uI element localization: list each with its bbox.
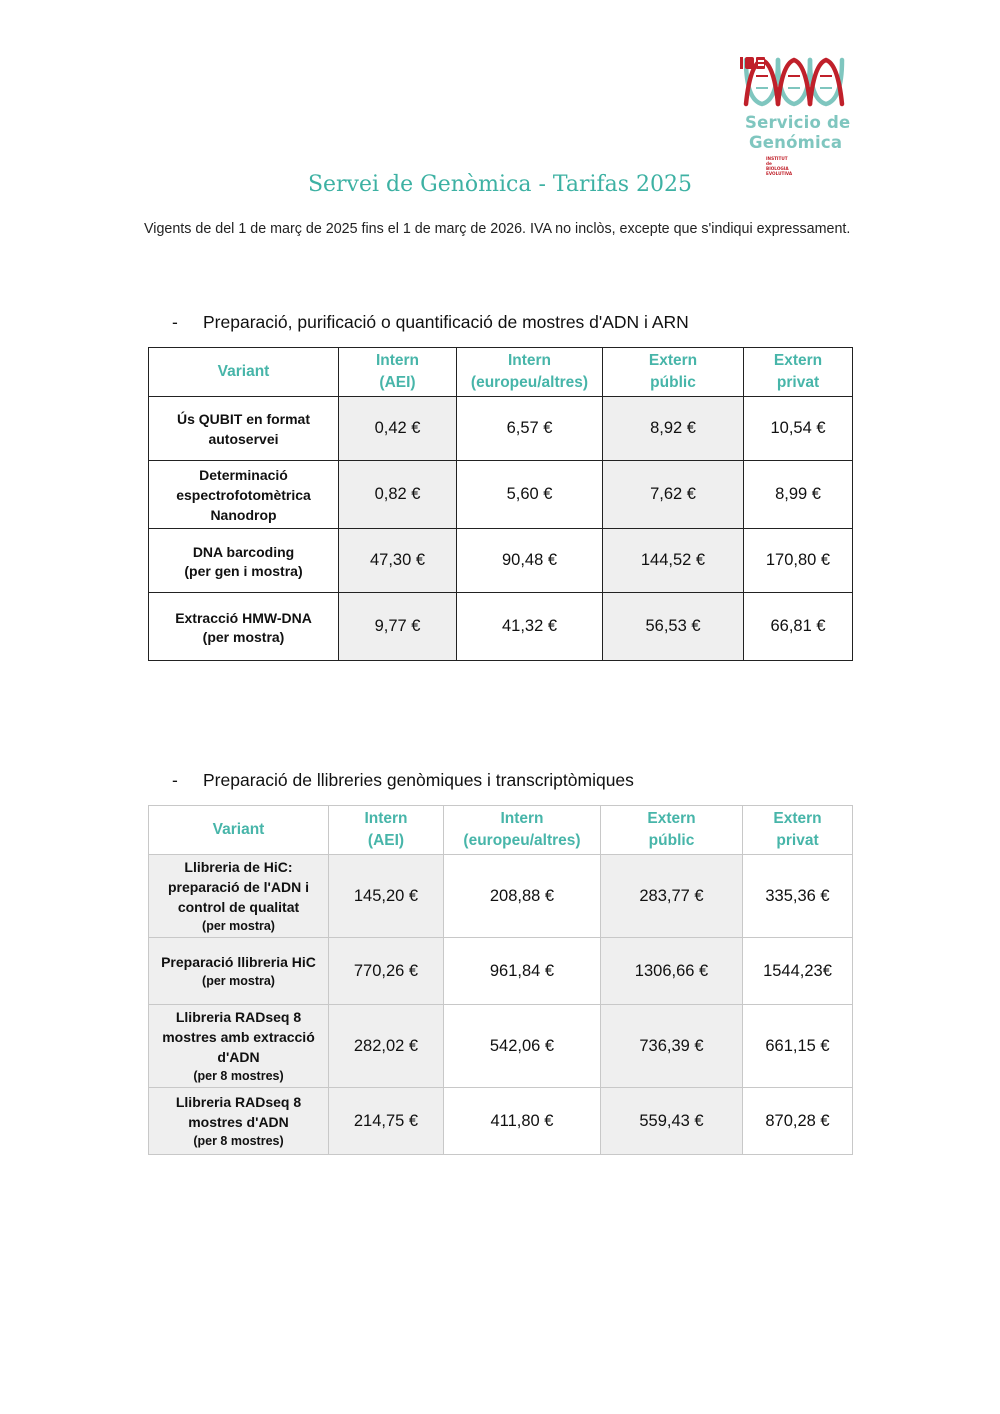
table-row — [149, 1005, 853, 1088]
price-cell: 335,36 € — [743, 855, 853, 938]
header-extern-public — [601, 806, 743, 855]
header-line: Intern (AEI) — [375, 352, 420, 391]
servicio-genomica-logo — [740, 56, 855, 176]
price-cell: 144,52 € — [603, 529, 744, 593]
table-row — [149, 529, 853, 593]
table-library-prep — [148, 805, 853, 1155]
variant-label: Llibreria RADseq 8 mostres d'ADN — [175, 1094, 302, 1130]
price-cell: 5,60 € — [457, 461, 603, 529]
table-header-row — [149, 806, 853, 855]
section1-heading-text: Preparació, purificació o quantificació de mostres d'ADN i ARN — [203, 312, 689, 332]
price-cell: 66,81 € — [744, 593, 853, 661]
table-row — [149, 461, 853, 529]
price-cell: 870,28 € — [743, 1088, 853, 1155]
header-line: Extern públic — [648, 352, 698, 391]
header-line: Intern (europeu/altres) — [470, 352, 589, 391]
variant-cell — [149, 461, 339, 529]
header-line: Extern privat — [773, 352, 823, 391]
variant-label: Llibreria RADseq 8 mostres amb extracció d'ADN — [162, 1009, 315, 1065]
header-intern-europeu — [444, 806, 601, 855]
variant-label: Llibreria de HiC: preparació de l'ADN i control de qualitat — [167, 859, 310, 915]
variant-note: (per mostra) — [202, 974, 275, 988]
table-row — [149, 1088, 853, 1155]
price-cell: 56,53 € — [603, 593, 744, 661]
price-cell: 1306,66 € — [601, 938, 743, 1005]
price-cell: 8,99 € — [744, 461, 853, 529]
table-header-row — [149, 348, 853, 397]
price-cell: 1544,23€ — [743, 938, 853, 1005]
header-intern-aei — [339, 348, 457, 397]
variant-label: Preparació llibreria HiC — [161, 954, 316, 970]
page-title: Servei de Genòmica - Tarifas 2025 — [307, 172, 693, 197]
price-cell: 90,48 € — [457, 529, 603, 593]
price-cell: 47,30 € — [339, 529, 457, 593]
variant-label: Ús QUBIT en format autoservei — [176, 410, 310, 447]
table-sample-prep — [148, 347, 853, 661]
price-cell: 736,39 € — [601, 1005, 743, 1088]
table-row — [149, 855, 853, 938]
header-variant: Variant — [149, 348, 339, 397]
variant-label: Determinació espectrofotomètrica Nanodrop — [176, 466, 311, 523]
section2-heading — [172, 770, 634, 791]
variant-cell — [149, 593, 339, 661]
table-row — [149, 397, 853, 461]
price-cell: 208,88 € — [444, 855, 601, 938]
price-cell: 542,06 € — [444, 1005, 601, 1088]
header-line: Extern públic — [647, 810, 696, 849]
price-cell: 41,32 € — [457, 593, 603, 661]
price-cell: 0,82 € — [339, 461, 457, 529]
logo-institute-text: INSTITUT de BIOLOGIA EVOLUTIVA — [766, 156, 793, 176]
price-cell: 10,54 € — [744, 397, 853, 461]
price-cell: 283,77 € — [601, 855, 743, 938]
header-extern-privat — [743, 806, 853, 855]
variant-note: (per mostra) — [202, 628, 285, 645]
variant-cell — [149, 397, 339, 461]
header-variant: Variant — [149, 806, 329, 855]
header-line: Intern (AEI) — [364, 810, 408, 849]
price-cell: 961,84 € — [444, 938, 601, 1005]
price-cell: 6,57 € — [457, 397, 603, 461]
price-cell: 411,80 € — [444, 1088, 601, 1155]
variant-cell — [149, 529, 339, 593]
price-cell: 8,92 € — [603, 397, 744, 461]
price-cell: 9,77 € — [339, 593, 457, 661]
variant-note: (per 8 mostres) — [193, 1134, 284, 1148]
bullet-dash: - — [172, 770, 178, 790]
price-cell: 145,20 € — [329, 855, 444, 938]
price-cell: 214,75 € — [329, 1088, 444, 1155]
variant-note: (per 8 mostres) — [193, 1069, 284, 1083]
variant-cell — [149, 1088, 329, 1155]
section2-heading-text: Preparació de llibreries genòmiques i transcriptòmiques — [203, 770, 634, 790]
variant-note: (per mostra) — [202, 919, 275, 933]
header-extern-privat — [744, 348, 853, 397]
header-intern-aei — [329, 806, 444, 855]
bullet-dash: - — [172, 312, 178, 332]
variant-cell — [149, 855, 329, 938]
logo-text-line2: Genómica — [749, 133, 843, 152]
logo-text-line1: Servicio de — [745, 113, 851, 132]
variant-cell — [149, 1005, 329, 1088]
price-cell: 559,43 € — [601, 1088, 743, 1155]
header-extern-public — [603, 348, 744, 397]
variant-label: Extracció HMW-DNA — [175, 609, 312, 626]
price-cell: 770,26 € — [329, 938, 444, 1005]
section1-heading — [172, 312, 689, 333]
table-row — [149, 593, 853, 661]
table-row — [149, 938, 853, 1005]
ibe-mark-icon — [740, 56, 770, 70]
price-cell: 282,02 € — [329, 1005, 444, 1088]
header-line: Extern privat — [773, 810, 822, 849]
price-cell: 0,42 € — [339, 397, 457, 461]
variant-note: (per gen i mostra) — [184, 562, 303, 579]
variant-cell — [149, 938, 329, 1005]
header-intern-europeu — [457, 348, 603, 397]
price-cell: 170,80 € — [744, 529, 853, 593]
variant-label: DNA barcoding — [192, 543, 295, 560]
price-cell: 7,62 € — [603, 461, 744, 529]
price-cell: 661,15 € — [743, 1005, 853, 1088]
intro-paragraph: Vigents de del 1 de març de 2025 fins el 1 de març de 2026. IVA no inclòs, excepte que s'indiqui expressament. — [144, 221, 851, 237]
header-line: Intern (europeu/altres) — [463, 810, 581, 849]
